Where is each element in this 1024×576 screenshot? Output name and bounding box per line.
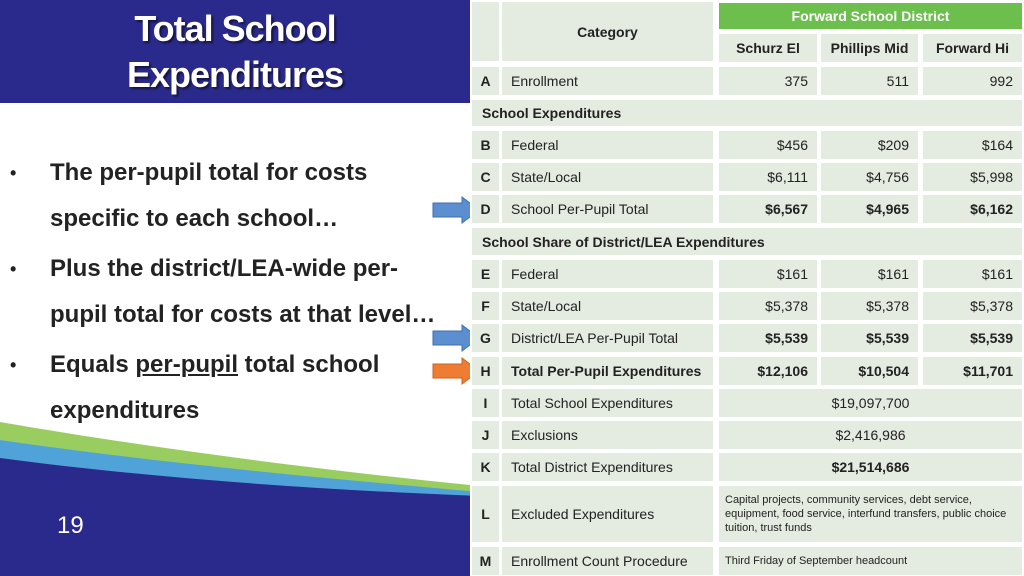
category-header: Category bbox=[502, 2, 713, 61]
page-number: 19 bbox=[57, 512, 84, 539]
value-cell: $6,162 bbox=[923, 195, 1022, 223]
value-cell: $11,701 bbox=[923, 357, 1022, 385]
bullet-3-post: total school expenditures bbox=[50, 351, 380, 424]
value-cell: $209 bbox=[821, 131, 918, 159]
row-letter: A bbox=[472, 67, 499, 95]
bullet-1: • The per-pupil total for costs specific to each school… bbox=[10, 159, 368, 232]
value-cell: $5,539 bbox=[719, 324, 817, 352]
row-letter: K bbox=[472, 453, 499, 481]
row-label: Total District Expenditures bbox=[502, 453, 713, 481]
row-letter: B bbox=[472, 131, 499, 159]
value-cell: $456 bbox=[719, 131, 817, 159]
value-cell: $5,378 bbox=[923, 292, 1022, 320]
title-line-1: Total School bbox=[134, 8, 336, 49]
value-cell: $5,539 bbox=[923, 324, 1022, 352]
row-letter: H bbox=[472, 357, 499, 385]
value-cell: $6,567 bbox=[719, 195, 817, 223]
row-label: District/LEA Per-Pupil Total bbox=[502, 324, 713, 352]
value-cell: $4,965 bbox=[821, 195, 918, 223]
bullet-2: • Plus the district/LEA-wide per-pupil total for costs at that level… bbox=[10, 255, 436, 328]
value-cell: $161 bbox=[719, 260, 817, 288]
bullet-3: • Equals per-pupil total school expenditures bbox=[10, 351, 380, 424]
bullet-list bbox=[10, 150, 440, 438]
row-label: Total Per-Pupil Expenditures bbox=[502, 357, 713, 385]
row-label: Enrollment Count Procedure bbox=[502, 547, 713, 575]
row-label: Excluded Expenditures bbox=[502, 486, 713, 542]
value-cell: $5,378 bbox=[719, 292, 817, 320]
school-header: Schurz El bbox=[719, 34, 817, 62]
district-header: Forward School District bbox=[719, 3, 1022, 29]
row-letter: I bbox=[472, 389, 499, 417]
bullet-2-text: Plus the district/LEA-wide per-pupil total for costs at that level… bbox=[50, 255, 436, 328]
section-header: School Expenditures bbox=[472, 100, 1022, 126]
header-letter-cell bbox=[472, 2, 499, 61]
row-letter: D bbox=[472, 195, 499, 223]
row-label: Total School Expenditures bbox=[502, 389, 713, 417]
value-cell: $19,097,700 bbox=[719, 389, 1022, 417]
value-cell: $2,416,986 bbox=[719, 421, 1022, 449]
row-letter: E bbox=[472, 260, 499, 288]
row-label: Enrollment bbox=[502, 67, 713, 95]
bullet-1-text: The per-pupil total for costs specific to each school… bbox=[50, 159, 368, 232]
row-label: Federal bbox=[502, 260, 713, 288]
section-header: School Share of District/LEA Expenditures bbox=[472, 228, 1022, 255]
value-cell: 511 bbox=[821, 67, 918, 95]
bullet-3-underlined: per-pupil bbox=[135, 351, 239, 378]
value-cell: $164 bbox=[923, 131, 1022, 159]
row-label: Federal bbox=[502, 131, 713, 159]
decorative-wave bbox=[0, 400, 480, 576]
row-letter: F bbox=[472, 292, 499, 320]
row-label: State/Local bbox=[502, 292, 713, 320]
value-cell: $5,539 bbox=[821, 324, 918, 352]
value-cell: $4,756 bbox=[821, 163, 918, 191]
value-cell: $5,378 bbox=[821, 292, 918, 320]
row-letter: G bbox=[472, 324, 499, 352]
expenditure-table bbox=[470, 0, 1024, 576]
value-cell: $161 bbox=[821, 260, 918, 288]
school-header: Phillips Mid bbox=[821, 34, 918, 62]
school-header: Forward Hi bbox=[923, 34, 1022, 62]
value-cell: Third Friday of September headcount bbox=[719, 547, 1022, 575]
row-label: State/Local bbox=[502, 163, 713, 191]
row-label: School Per-Pupil Total bbox=[502, 195, 713, 223]
value-cell: $6,111 bbox=[719, 163, 817, 191]
row-letter: C bbox=[472, 163, 499, 191]
row-label: Exclusions bbox=[502, 421, 713, 449]
value-cell: $21,514,686 bbox=[719, 453, 1022, 481]
title-line-2: Expenditures bbox=[126, 54, 344, 95]
value-cell: 375 bbox=[719, 67, 817, 95]
value-cell: $161 bbox=[923, 260, 1022, 288]
value-cell: $5,998 bbox=[923, 163, 1022, 191]
row-letter: M bbox=[472, 547, 499, 575]
value-cell: Capital projects, community services, debt service, equipment, food service, interfund transfers, public choice tuition, trust funds bbox=[719, 486, 1022, 542]
value-cell: 992 bbox=[923, 67, 1022, 95]
value-cell: $12,106 bbox=[719, 357, 817, 385]
slide-title bbox=[0, 6, 470, 98]
row-letter: J bbox=[472, 421, 499, 449]
value-cell: $10,504 bbox=[821, 357, 918, 385]
bullet-3-pre: Equals bbox=[50, 351, 136, 378]
row-letter: L bbox=[472, 486, 499, 542]
